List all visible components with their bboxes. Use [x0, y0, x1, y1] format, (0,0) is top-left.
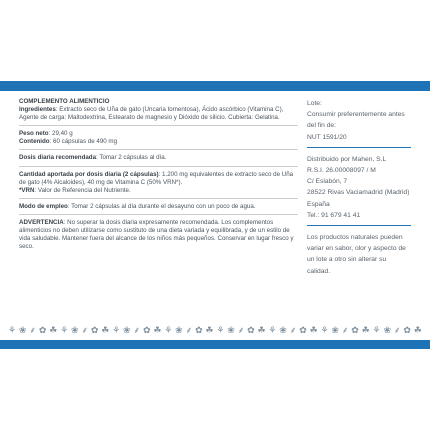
herb-sprig-icon: ⚘ [8, 325, 17, 335]
herb-sprig-icon: ❀ [227, 325, 235, 335]
herb-sprig-icon: ❀ [175, 325, 183, 335]
herb-sprig-icon: ✿ [142, 325, 151, 335]
herb-sprig-icon: ⸙ [289, 325, 297, 335]
herb-sprig-icon: ⚘ [60, 325, 69, 335]
herb-sprig-icon: ☘ [49, 325, 58, 335]
net-weight-label: Peso neto [19, 130, 49, 138]
herb-sprig-icon: ✿ [195, 325, 203, 335]
herb-sprig-icon: ⸙ [237, 325, 245, 335]
herb-sprig-icon: ☘ [153, 325, 162, 335]
herb-sprig-icon: ❀ [70, 325, 79, 335]
herb-sprig-icon: ⸙ [185, 325, 193, 335]
herb-sprig-icon: ✿ [351, 325, 359, 335]
warning-value: : No superar la dosis diaria expresamente recomendada. Los complementos alimenticios no deben utilizarse como sustituto de una dieta variada y equilibrada, y de un estilo de vida saludable. Mantener fuera del alcance de los niños más pequeños. Conservar en lugar fresco y seco. [19, 218, 294, 251]
herb-sprig-icon: ❀ [331, 325, 339, 335]
vrn-note [19, 187, 298, 195]
herb-sprig-icon: ❀ [279, 325, 287, 335]
herb-sprig-icon: ⸙ [81, 325, 89, 335]
herb-sprig-icon: ⚘ [112, 325, 121, 335]
herb-sprig-icon: ⸙ [133, 325, 141, 335]
herb-sprig-icon: ☘ [101, 325, 110, 335]
ingredients-text [19, 106, 298, 122]
distributor-block [307, 154, 411, 226]
herb-sprig-icon: ☘ [361, 325, 370, 335]
herb-sprig-icon: ☘ [309, 325, 318, 335]
lot-label: Lote: [307, 100, 322, 107]
usage-block [19, 203, 298, 215]
ingredients-value: : Extracto seco de Uña de gato (Uncaria tomentosa), Ácido ascórbico (Vitamina C), Agente de carga: Maltodextrina, Estearato de magnesio y Dióxido de silicio. Cubierta: Gelatina. [19, 106, 284, 122]
content-label: Contenido [19, 138, 50, 146]
vrn-label: *VRN [19, 186, 35, 194]
herb-decoration-row [8, 322, 422, 338]
herb-sprig-icon: ❀ [18, 325, 27, 335]
net-weight [19, 130, 298, 138]
herb-sprig-icon: ✿ [90, 325, 99, 335]
herb-sprig-icon: ☘ [257, 325, 266, 335]
herb-sprig-icon: ⸙ [393, 325, 401, 335]
weight-block [19, 130, 298, 150]
herb-sprig-icon: ✿ [38, 325, 47, 335]
herb-sprig-icon: ✿ [299, 325, 307, 335]
dosage-value: : Tomar 2 cápsulas al día. [96, 154, 167, 162]
dosage-label: Dosis diaria recomendada [19, 154, 97, 162]
ingredients-block [19, 98, 298, 126]
info-panel [307, 98, 411, 287]
distributor-phone: Tel.: 91 679 41 41 [307, 211, 361, 219]
herb-sprig-icon: ☘ [205, 325, 214, 335]
herb-sprig-icon: ⸙ [29, 325, 37, 335]
bottom-blue-band [0, 340, 430, 349]
distributor-registry: R.S.I. 26.00008097 / M [307, 167, 376, 175]
herb-sprig-icon: ☘ [413, 325, 422, 335]
ingredients-label: Ingredientes [19, 106, 56, 114]
usage-label: Modo de empleo [19, 202, 68, 210]
natural-products-note: Los productos naturales pueden variar en sabor, olor y aspecto de un lote a otro sin alterar su calidad. [307, 234, 406, 275]
amount-text [19, 171, 298, 187]
top-blue-band [0, 81, 430, 91]
content [19, 138, 298, 146]
note-block [307, 232, 411, 281]
herb-sprig-icon: ⚘ [372, 325, 381, 335]
vrn-value: : Valor de Referencia del Nutriente. [34, 186, 131, 194]
amount-value: : 1.200 mg equivalentes de extracto seco de Uña de gato (4% Alcaloides), 40 mg de Vitamina C (50% VRN*). [19, 170, 294, 186]
distributor-name: Distribuido por Mahen, S.L [307, 155, 387, 163]
amount-label: Cantidad aportada por dosis diaria (2 cápsulas) [19, 170, 159, 178]
herb-sprig-icon: ✿ [403, 325, 411, 335]
herb-sprig-icon: ❀ [383, 325, 391, 335]
lot-block [307, 98, 411, 148]
herb-sprig-icon: ⚘ [216, 325, 225, 335]
usage-value: : Tomar 2 cápsulas al día durante el desayuno con un poco de agua. [67, 202, 256, 210]
herb-sprig-icon: ⚘ [320, 325, 329, 335]
composition-panel [19, 98, 298, 258]
net-weight-value: : 29,40 g [48, 130, 73, 138]
dosage-block [19, 154, 298, 166]
herb-sprig-icon: ✿ [247, 325, 255, 335]
herb-sprig-icon: ⚘ [268, 325, 277, 335]
herb-sprig-icon: ❀ [123, 325, 131, 335]
warning-block [19, 219, 298, 254]
warning-label: ADVERTENCIA [19, 218, 64, 226]
herb-sprig-icon: ⚘ [164, 325, 173, 335]
distributor-city: 28522 Rivas Vaciamadrid (Madrid) España [307, 189, 410, 208]
nut-code: NUT 1591/20 [307, 133, 347, 141]
best-before-label: Consumir preferentemente antes del fin de: [307, 111, 405, 130]
amount-block [19, 171, 298, 199]
distributor-street: C/ Eslabón, 7 [307, 178, 348, 186]
herb-sprig-icon: ⸙ [341, 325, 349, 335]
content-value: : 60 cápsulas de 490 mg [49, 138, 118, 146]
product-category-title: COMPLEMENTO ALIMENTICIO [19, 98, 110, 105]
